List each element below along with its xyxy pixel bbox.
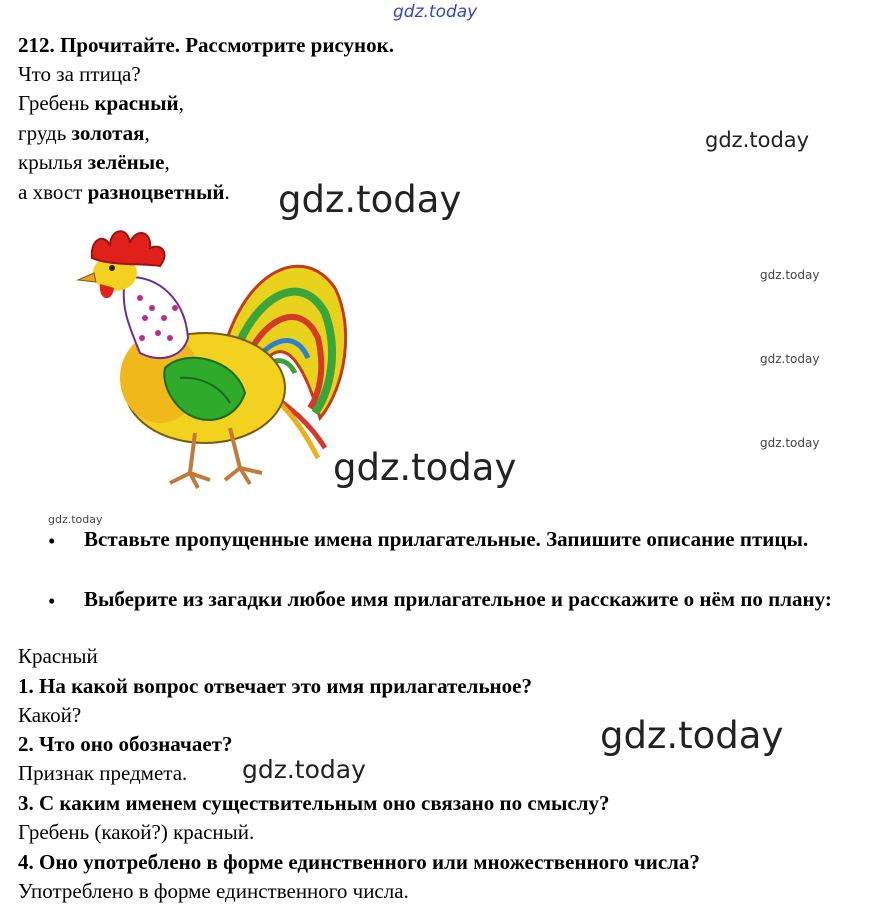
bullet-dot: • — [48, 589, 56, 613]
riddle-line: грудь золотая, — [18, 121, 150, 145]
watermark: gdz.today — [600, 714, 784, 757]
exercise-title: 212. Прочитайте. Рассмотрите рисунок. — [18, 33, 394, 57]
riddle-line: крылья зелёные, — [18, 150, 170, 174]
watermark: gdz.today — [48, 513, 103, 526]
task-item: Выберите из загадки любое имя прилагательное и расскажите о нём по плану: — [84, 587, 832, 611]
plan-question: 1. На какой вопрос отвечает это имя прилагательное? — [18, 674, 532, 698]
plan-question: 4. Оно употреблено в форме единственного или множественного числа? — [18, 850, 700, 874]
watermark: gdz.today — [760, 268, 820, 282]
plan-question: 3. С каким именем существительным оно связано по смыслу? — [18, 791, 610, 815]
chosen-word: Красный — [18, 644, 98, 668]
plan-answer: Гребень (какой?) красный. — [18, 820, 255, 844]
watermark-top: gdz.today — [393, 2, 478, 22]
rooster-illustration — [70, 218, 360, 503]
plan-answer: Употреблено в форме единственного числа. — [18, 879, 409, 903]
plan-question: 2. Что оно обозначает? — [18, 732, 233, 756]
riddle-question: Что за птица? — [18, 62, 141, 86]
watermark: gdz.today — [242, 755, 366, 784]
plan-answer: Какой? — [18, 703, 82, 727]
plan-answer: Признак предмета. — [18, 761, 188, 785]
watermark: gdz.today — [760, 436, 820, 450]
bullet-dot: • — [48, 529, 56, 553]
riddle-line: а хвост разноцветный. — [18, 180, 230, 204]
watermark: gdz.today — [760, 352, 820, 366]
watermark: gdz.today — [705, 128, 810, 152]
task-item: Вставьте пропущенные имена прилагательные. Запишите описание птицы. — [84, 527, 809, 551]
watermark: gdz.today — [278, 178, 462, 221]
watermark: gdz.today — [333, 446, 517, 489]
riddle-line: Гребень красный, — [18, 91, 184, 115]
